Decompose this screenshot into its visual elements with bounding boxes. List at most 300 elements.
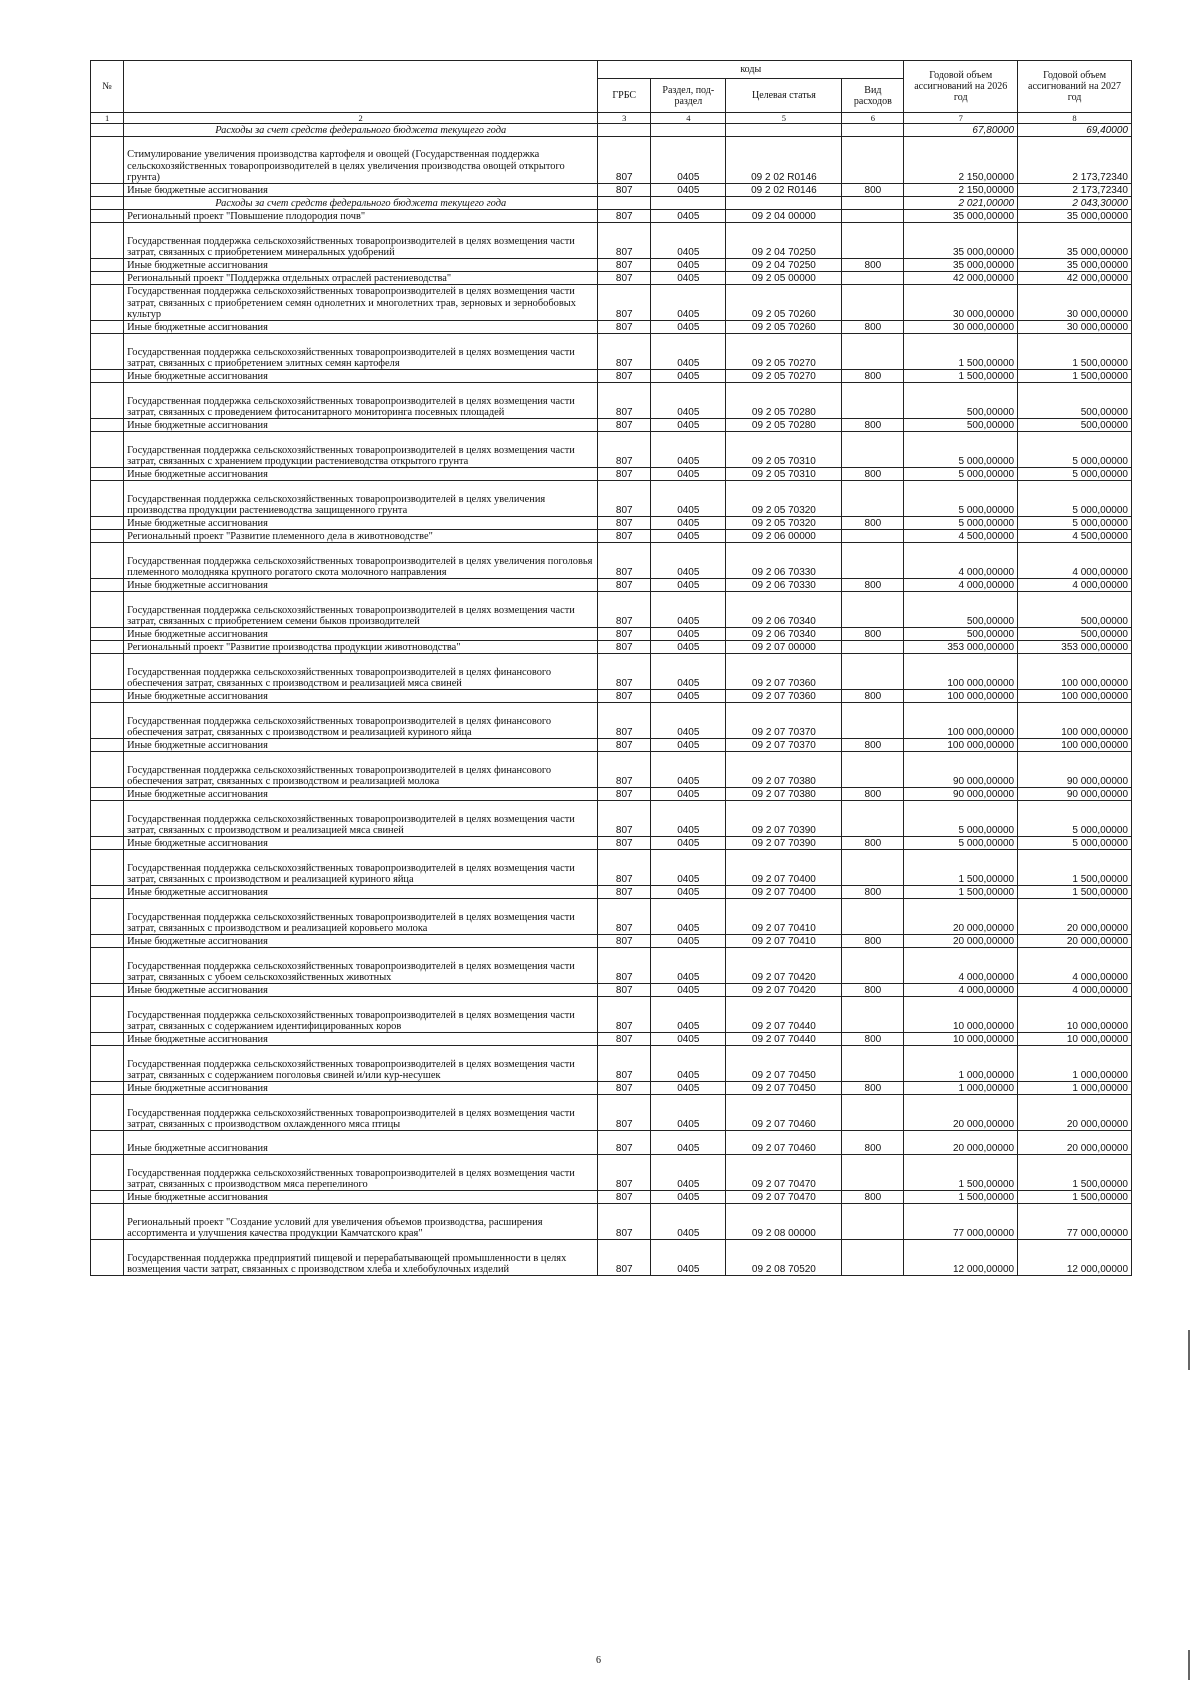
row-name-cell: Иные бюджетные ассигнования — [124, 984, 598, 997]
row-kind-cell — [842, 481, 904, 517]
row-name-cell: Иные бюджетные ассигнования — [124, 1191, 598, 1204]
row-kind-cell — [842, 801, 904, 837]
row-name-cell: Иные бюджетные ассигнования — [124, 886, 598, 899]
row-kind-cell — [842, 850, 904, 886]
row-num-cell — [91, 788, 124, 801]
row-section-cell: 0405 — [651, 935, 726, 948]
row-target-cell — [726, 124, 842, 137]
row-vol-2026-cell: 35 000,00000 — [904, 223, 1018, 259]
row-name-cell: Иные бюджетные ассигнования — [124, 837, 598, 850]
row-section-cell: 0405 — [651, 1155, 726, 1191]
row-section-cell: 0405 — [651, 481, 726, 517]
row-num-cell — [91, 984, 124, 997]
row-grbs-cell: 807 — [598, 1033, 651, 1046]
row-kind-cell: 800 — [842, 1131, 904, 1155]
table-row — [91, 752, 1132, 788]
row-name-cell: Государственная поддержка сельскохозяйственных товаропроизводителей в целях увеличения поголовья племенного молодняка крупного рогатого скота молочного направления — [124, 543, 598, 579]
row-target-cell: 09 2 05 70260 — [726, 285, 842, 321]
row-kind-cell — [842, 210, 904, 223]
table-row — [91, 285, 1132, 321]
table-row — [91, 801, 1132, 837]
table-row — [91, 628, 1132, 641]
row-vol-2026-cell: 20 000,00000 — [904, 935, 1018, 948]
row-section-cell: 0405 — [651, 272, 726, 285]
table-row — [91, 788, 1132, 801]
table-row — [91, 1046, 1132, 1082]
row-num-cell — [91, 579, 124, 592]
row-section-cell: 0405 — [651, 997, 726, 1033]
row-name-cell: Иные бюджетные ассигнования — [124, 1033, 598, 1046]
row-name-cell: Государственная поддержка сельскохозяйственных товаропроизводителей в целях возмещения части затрат, связанных с производством и реализацией куриного яйца — [124, 850, 598, 886]
row-grbs-cell: 807 — [598, 223, 651, 259]
row-vol-2027-cell: 42 000,00000 — [1018, 272, 1132, 285]
row-vol-2026-cell: 1 000,00000 — [904, 1082, 1018, 1095]
row-vol-2027-cell: 5 000,00000 — [1018, 481, 1132, 517]
row-grbs-cell: 807 — [598, 543, 651, 579]
row-vol-2026-cell: 1 500,00000 — [904, 1191, 1018, 1204]
row-grbs-cell: 807 — [598, 641, 651, 654]
row-vol-2027-cell: 4 000,00000 — [1018, 579, 1132, 592]
row-section-cell: 0405 — [651, 801, 726, 837]
table-row — [91, 997, 1132, 1033]
row-vol-2027-cell: 4 000,00000 — [1018, 543, 1132, 579]
row-section-cell: 0405 — [651, 628, 726, 641]
row-name-cell: Иные бюджетные ассигнования — [124, 1131, 598, 1155]
row-vol-2027-cell: 5 000,00000 — [1018, 432, 1132, 468]
row-vol-2027-cell: 90 000,00000 — [1018, 752, 1132, 788]
col-num: 5 — [726, 113, 842, 124]
table-row — [91, 530, 1132, 543]
row-kind-cell: 800 — [842, 321, 904, 334]
row-section-cell: 0405 — [651, 886, 726, 899]
row-target-cell: 09 2 05 70320 — [726, 481, 842, 517]
table-row — [91, 641, 1132, 654]
row-name-cell: Иные бюджетные ассигнования — [124, 370, 598, 383]
row-kind-cell — [842, 1155, 904, 1191]
row-target-cell: 09 2 05 70320 — [726, 517, 842, 530]
row-target-cell: 09 2 02 R0146 — [726, 137, 842, 184]
row-section-cell: 0405 — [651, 1082, 726, 1095]
row-kind-cell: 800 — [842, 370, 904, 383]
page-number: 6 — [596, 1655, 601, 1666]
row-kind-cell: 800 — [842, 1082, 904, 1095]
row-vol-2026-cell: 500,00000 — [904, 628, 1018, 641]
col-num: 8 — [1018, 113, 1132, 124]
row-num-cell — [91, 752, 124, 788]
row-name-cell: Иные бюджетные ассигнования — [124, 259, 598, 272]
row-kind-cell — [842, 272, 904, 285]
row-name-cell: Государственная поддержка сельскохозяйственных товаропроизводителей в целях возмещения части затрат, связанных с приобретением семян однолетних и многолетних трав, зерновых и зернобобовых культур — [124, 285, 598, 321]
row-target-cell: 09 2 07 70390 — [726, 801, 842, 837]
table-row — [91, 703, 1132, 739]
row-section-cell — [651, 124, 726, 137]
table-row — [91, 543, 1132, 579]
row-grbs-cell: 807 — [598, 184, 651, 197]
row-grbs-cell: 807 — [598, 788, 651, 801]
row-target-cell: 09 2 07 70460 — [726, 1095, 842, 1131]
row-vol-2027-cell: 1 500,00000 — [1018, 370, 1132, 383]
row-name-cell: Государственная поддержка сельскохозяйственных товаропроизводителей в целях возмещения части затрат, связанных с проведением фитосанитарного мониторинга посевных площадей — [124, 383, 598, 419]
row-vol-2027-cell: 1 000,00000 — [1018, 1082, 1132, 1095]
row-name-cell: Государственная поддержка сельскохозяйственных товаропроизводителей в целях возмещения части затрат, связанных с производством мяса перепелиного — [124, 1155, 598, 1191]
row-target-cell: 09 2 02 R0146 — [726, 184, 842, 197]
row-section-cell: 0405 — [651, 184, 726, 197]
row-target-cell: 09 2 07 70460 — [726, 1131, 842, 1155]
row-section-cell: 0405 — [651, 1204, 726, 1240]
row-vol-2027-cell: 30 000,00000 — [1018, 321, 1132, 334]
row-vol-2027-cell: 20 000,00000 — [1018, 935, 1132, 948]
row-vol-2026-cell: 1 000,00000 — [904, 1046, 1018, 1082]
row-grbs-cell: 807 — [598, 1131, 651, 1155]
row-target-cell: 09 2 07 70470 — [726, 1191, 842, 1204]
row-name-cell: Иные бюджетные ассигнования — [124, 788, 598, 801]
row-grbs-cell: 807 — [598, 468, 651, 481]
row-vol-2027-cell: 20 000,00000 — [1018, 1131, 1132, 1155]
col-num: 4 — [651, 113, 726, 124]
table-row — [91, 334, 1132, 370]
table-row — [91, 419, 1132, 432]
row-num-cell — [91, 184, 124, 197]
row-name-cell: Государственная поддержка предприятий пищевой и перерабатывающей промышленности в целях возмещения части затрат, связанных с производством хлеба и хлебобулочных изделий — [124, 1240, 598, 1276]
row-target-cell: 09 2 07 70370 — [726, 703, 842, 739]
row-kind-cell: 800 — [842, 739, 904, 752]
row-section-cell: 0405 — [651, 592, 726, 628]
row-vol-2027-cell: 69,40000 — [1018, 124, 1132, 137]
row-num-cell — [91, 1095, 124, 1131]
row-section-cell: 0405 — [651, 530, 726, 543]
table-row — [91, 197, 1132, 210]
row-section-cell: 0405 — [651, 468, 726, 481]
row-target-cell: 09 2 08 00000 — [726, 1204, 842, 1240]
row-target-cell: 09 2 05 70310 — [726, 468, 842, 481]
row-num-cell — [91, 1191, 124, 1204]
table-row — [91, 370, 1132, 383]
row-name-cell: Иные бюджетные ассигнования — [124, 1082, 598, 1095]
row-grbs-cell: 807 — [598, 321, 651, 334]
row-name-cell: Расходы за счет средств федерального бюджета текущего года — [124, 197, 598, 210]
row-section-cell: 0405 — [651, 223, 726, 259]
col-num: 3 — [598, 113, 651, 124]
row-grbs-cell: 807 — [598, 703, 651, 739]
row-grbs-cell: 807 — [598, 899, 651, 935]
header-section: Раздел, под-раздел — [651, 79, 726, 113]
row-num-cell — [91, 517, 124, 530]
row-vol-2026-cell: 4 000,00000 — [904, 984, 1018, 997]
row-target-cell: 09 2 07 70370 — [726, 739, 842, 752]
row-vol-2027-cell: 5 000,00000 — [1018, 801, 1132, 837]
row-section-cell: 0405 — [651, 899, 726, 935]
row-section-cell: 0405 — [651, 850, 726, 886]
row-target-cell: 09 2 07 00000 — [726, 641, 842, 654]
row-section-cell: 0405 — [651, 948, 726, 984]
table-row — [91, 739, 1132, 752]
row-target-cell: 09 2 07 70410 — [726, 935, 842, 948]
row-vol-2027-cell: 20 000,00000 — [1018, 899, 1132, 935]
table-row — [91, 899, 1132, 935]
row-section-cell: 0405 — [651, 432, 726, 468]
row-name-cell: Иные бюджетные ассигнования — [124, 579, 598, 592]
row-kind-cell — [842, 703, 904, 739]
budget-sheet — [90, 60, 1132, 1276]
row-kind-cell: 800 — [842, 1191, 904, 1204]
row-vol-2026-cell: 10 000,00000 — [904, 1033, 1018, 1046]
row-num-cell — [91, 370, 124, 383]
row-grbs-cell: 807 — [598, 654, 651, 690]
row-target-cell: 09 2 07 70470 — [726, 1155, 842, 1191]
row-num-cell — [91, 641, 124, 654]
scan-edge-mark — [1188, 1650, 1190, 1680]
row-kind-cell — [842, 1204, 904, 1240]
row-num-cell — [91, 432, 124, 468]
row-grbs-cell: 807 — [598, 530, 651, 543]
row-kind-cell — [842, 285, 904, 321]
row-kind-cell — [842, 223, 904, 259]
row-grbs-cell: 807 — [598, 272, 651, 285]
row-vol-2026-cell: 100 000,00000 — [904, 654, 1018, 690]
row-num-cell — [91, 592, 124, 628]
row-vol-2026-cell: 5 000,00000 — [904, 837, 1018, 850]
row-vol-2026-cell: 30 000,00000 — [904, 285, 1018, 321]
row-target-cell: 09 2 05 70270 — [726, 370, 842, 383]
table-row — [91, 935, 1132, 948]
row-kind-cell: 800 — [842, 184, 904, 197]
row-name-cell: Иные бюджетные ассигнования — [124, 321, 598, 334]
row-vol-2027-cell: 35 000,00000 — [1018, 259, 1132, 272]
row-name-cell: Государственная поддержка сельскохозяйственных товаропроизводителей в целях возмещения части затрат, связанных с производством и реализацией коровьего молока — [124, 899, 598, 935]
row-target-cell: 09 2 06 70340 — [726, 592, 842, 628]
row-target-cell: 09 2 07 70380 — [726, 788, 842, 801]
row-vol-2027-cell: 1 500,00000 — [1018, 334, 1132, 370]
row-grbs-cell: 807 — [598, 334, 651, 370]
row-section-cell: 0405 — [651, 370, 726, 383]
row-name-cell: Государственная поддержка сельскохозяйственных товаропроизводителей в целях финансового обеспечения затрат, связанных с производством и реализацией мяса свиней — [124, 654, 598, 690]
table-row — [91, 223, 1132, 259]
row-kind-cell — [842, 654, 904, 690]
row-name-cell: Государственная поддержка сельскохозяйственных товаропроизводителей в целях возмещения части затрат, связанных с приобретением семени быков производителей — [124, 592, 598, 628]
row-vol-2026-cell: 77 000,00000 — [904, 1204, 1018, 1240]
row-section-cell: 0405 — [651, 1240, 726, 1276]
row-kind-cell — [842, 334, 904, 370]
row-num-cell — [91, 837, 124, 850]
row-name-cell: Стимулирование увеличения производства картофеля и овощей (Государственная поддержка сельскохозяйственных товаропроизводителей в целях увеличения производства овощей открытого грунта) — [124, 137, 598, 184]
row-vol-2026-cell: 35 000,00000 — [904, 259, 1018, 272]
row-vol-2027-cell: 2 173,72340 — [1018, 184, 1132, 197]
row-section-cell: 0405 — [651, 419, 726, 432]
row-name-cell: Государственная поддержка сельскохозяйственных товаропроизводителей в целях увеличения производства продукции растениеводства защищенного грунта — [124, 481, 598, 517]
header-vol-2026: Годовой объем ассигнований на 2026 год — [904, 61, 1018, 113]
header-target: Целевая статья — [726, 79, 842, 113]
header-kind: Вид расходов — [842, 79, 904, 113]
row-section-cell: 0405 — [651, 837, 726, 850]
row-vol-2026-cell: 30 000,00000 — [904, 321, 1018, 334]
row-num-cell — [91, 334, 124, 370]
row-vol-2026-cell: 20 000,00000 — [904, 899, 1018, 935]
row-vol-2026-cell: 5 000,00000 — [904, 468, 1018, 481]
row-num-cell — [91, 197, 124, 210]
row-grbs-cell: 807 — [598, 579, 651, 592]
row-target-cell: 09 2 04 70250 — [726, 223, 842, 259]
row-name-cell: Государственная поддержка сельскохозяйственных товаропроизводителей в целях возмещения части затрат, связанных с убоем сельскохозяйственных животных — [124, 948, 598, 984]
row-grbs-cell: 807 — [598, 1191, 651, 1204]
row-num-cell — [91, 935, 124, 948]
row-vol-2027-cell: 4 000,00000 — [1018, 948, 1132, 984]
row-grbs-cell: 807 — [598, 285, 651, 321]
row-vol-2026-cell: 500,00000 — [904, 419, 1018, 432]
row-grbs-cell: 807 — [598, 517, 651, 530]
row-vol-2026-cell: 12 000,00000 — [904, 1240, 1018, 1276]
row-name-cell: Государственная поддержка сельскохозяйственных товаропроизводителей в целях возмещения части затрат, связанных с приобретением минеральных удобрений — [124, 223, 598, 259]
row-kind-cell: 800 — [842, 984, 904, 997]
row-target-cell: 09 2 06 00000 — [726, 530, 842, 543]
row-vol-2026-cell: 20 000,00000 — [904, 1131, 1018, 1155]
row-num-cell — [91, 124, 124, 137]
header-vol-2027: Годовой объем ассигнований на 2027 год — [1018, 61, 1132, 113]
row-grbs-cell: 807 — [598, 210, 651, 223]
row-vol-2026-cell: 10 000,00000 — [904, 997, 1018, 1033]
row-grbs-cell: 807 — [598, 592, 651, 628]
table-row — [91, 1240, 1132, 1276]
table-row — [91, 579, 1132, 592]
row-target-cell: 09 2 05 70260 — [726, 321, 842, 334]
row-kind-cell: 800 — [842, 690, 904, 703]
row-section-cell — [651, 197, 726, 210]
row-section-cell: 0405 — [651, 1191, 726, 1204]
table-row — [91, 210, 1132, 223]
row-name-cell: Иные бюджетные ассигнования — [124, 419, 598, 432]
row-section-cell: 0405 — [651, 752, 726, 788]
row-section-cell: 0405 — [651, 1046, 726, 1082]
row-kind-cell — [842, 899, 904, 935]
row-name-cell: Региональный проект "Развитие племенного дела в животноводстве" — [124, 530, 598, 543]
row-vol-2026-cell: 353 000,00000 — [904, 641, 1018, 654]
row-vol-2026-cell: 100 000,00000 — [904, 739, 1018, 752]
row-vol-2027-cell: 500,00000 — [1018, 592, 1132, 628]
table-row — [91, 517, 1132, 530]
row-name-cell: Региональный проект "Развитие производства продукции животноводства" — [124, 641, 598, 654]
table-row — [91, 1033, 1132, 1046]
row-grbs-cell: 807 — [598, 432, 651, 468]
row-vol-2027-cell: 35 000,00000 — [1018, 210, 1132, 223]
row-grbs-cell: 807 — [598, 850, 651, 886]
header-grbs: ГРБС — [598, 79, 651, 113]
row-vol-2026-cell: 5 000,00000 — [904, 432, 1018, 468]
row-vol-2027-cell: 35 000,00000 — [1018, 223, 1132, 259]
row-name-cell: Государственная поддержка сельскохозяйственных товаропроизводителей в целях возмещения части затрат, связанных с содержанием поголовья свиней и/или кур-несушек — [124, 1046, 598, 1082]
row-name-cell: Иные бюджетные ассигнования — [124, 628, 598, 641]
row-vol-2027-cell: 12 000,00000 — [1018, 1240, 1132, 1276]
row-num-cell — [91, 223, 124, 259]
row-section-cell: 0405 — [651, 210, 726, 223]
row-kind-cell — [842, 592, 904, 628]
col-num: 6 — [842, 113, 904, 124]
row-name-cell: Государственная поддержка сельскохозяйственных товаропроизводителей в целях возмещения части затрат, связанных с содержанием идентифицированных коров — [124, 997, 598, 1033]
row-kind-cell: 800 — [842, 579, 904, 592]
row-vol-2027-cell: 1 500,00000 — [1018, 1191, 1132, 1204]
row-num-cell — [91, 628, 124, 641]
row-name-cell: Государственная поддержка сельскохозяйственных товаропроизводителей в целях возмещения части затрат, связанных с производством охлажденного мяса птицы — [124, 1095, 598, 1131]
row-name-cell: Иные бюджетные ассигнования — [124, 690, 598, 703]
row-num-cell — [91, 285, 124, 321]
row-vol-2026-cell: 4 000,00000 — [904, 948, 1018, 984]
row-vol-2027-cell: 5 000,00000 — [1018, 468, 1132, 481]
row-section-cell: 0405 — [651, 788, 726, 801]
row-num-cell — [91, 210, 124, 223]
row-grbs-cell: 807 — [598, 1155, 651, 1191]
row-target-cell: 09 2 06 70340 — [726, 628, 842, 641]
row-grbs-cell: 807 — [598, 259, 651, 272]
row-num-cell — [91, 259, 124, 272]
row-vol-2026-cell: 1 500,00000 — [904, 370, 1018, 383]
row-vol-2027-cell: 77 000,00000 — [1018, 1204, 1132, 1240]
row-num-cell — [91, 739, 124, 752]
table-row — [91, 1155, 1132, 1191]
row-kind-cell — [842, 1095, 904, 1131]
row-kind-cell — [842, 1046, 904, 1082]
row-section-cell: 0405 — [651, 259, 726, 272]
row-target-cell: 09 2 07 70360 — [726, 654, 842, 690]
row-kind-cell — [842, 948, 904, 984]
row-section-cell: 0405 — [651, 1095, 726, 1131]
row-target-cell: 09 2 07 70450 — [726, 1082, 842, 1095]
row-num-cell — [91, 948, 124, 984]
table-row — [91, 886, 1132, 899]
row-name-cell: Государственная поддержка сельскохозяйственных товаропроизводителей в целях финансового обеспечения затрат, связанных с производством и реализацией куриного яйца — [124, 703, 598, 739]
row-vol-2027-cell: 100 000,00000 — [1018, 703, 1132, 739]
row-kind-cell: 800 — [842, 628, 904, 641]
row-vol-2027-cell: 4 500,00000 — [1018, 530, 1132, 543]
row-vol-2026-cell: 500,00000 — [904, 383, 1018, 419]
col-num: 7 — [904, 113, 1018, 124]
row-target-cell: 09 2 04 70250 — [726, 259, 842, 272]
table-row — [91, 1082, 1132, 1095]
row-vol-2026-cell: 4 000,00000 — [904, 543, 1018, 579]
row-vol-2026-cell: 2 150,00000 — [904, 137, 1018, 184]
header-codes: коды — [598, 61, 904, 79]
row-kind-cell — [842, 137, 904, 184]
row-name-cell: Иные бюджетные ассигнования — [124, 184, 598, 197]
row-num-cell — [91, 481, 124, 517]
row-kind-cell — [842, 543, 904, 579]
row-kind-cell: 800 — [842, 517, 904, 530]
row-section-cell: 0405 — [651, 543, 726, 579]
row-vol-2026-cell: 500,00000 — [904, 592, 1018, 628]
row-section-cell: 0405 — [651, 383, 726, 419]
row-vol-2027-cell: 20 000,00000 — [1018, 1095, 1132, 1131]
row-vol-2026-cell: 35 000,00000 — [904, 210, 1018, 223]
row-num-cell — [91, 1046, 124, 1082]
row-vol-2027-cell: 4 000,00000 — [1018, 984, 1132, 997]
row-vol-2027-cell: 500,00000 — [1018, 628, 1132, 641]
row-target-cell — [726, 197, 842, 210]
row-kind-cell: 800 — [842, 419, 904, 432]
row-target-cell: 09 2 07 70380 — [726, 752, 842, 788]
row-num-cell — [91, 272, 124, 285]
table-row — [91, 984, 1132, 997]
table-row — [91, 259, 1132, 272]
row-target-cell: 09 2 05 70310 — [726, 432, 842, 468]
row-vol-2027-cell: 100 000,00000 — [1018, 739, 1132, 752]
row-vol-2026-cell: 4 000,00000 — [904, 579, 1018, 592]
row-grbs-cell: 807 — [598, 690, 651, 703]
table-row — [91, 592, 1132, 628]
table-row — [91, 948, 1132, 984]
row-vol-2026-cell: 100 000,00000 — [904, 690, 1018, 703]
row-num-cell — [91, 383, 124, 419]
table-row — [91, 272, 1132, 285]
row-num-cell — [91, 703, 124, 739]
table-row — [91, 837, 1132, 850]
row-num-cell — [91, 1082, 124, 1095]
